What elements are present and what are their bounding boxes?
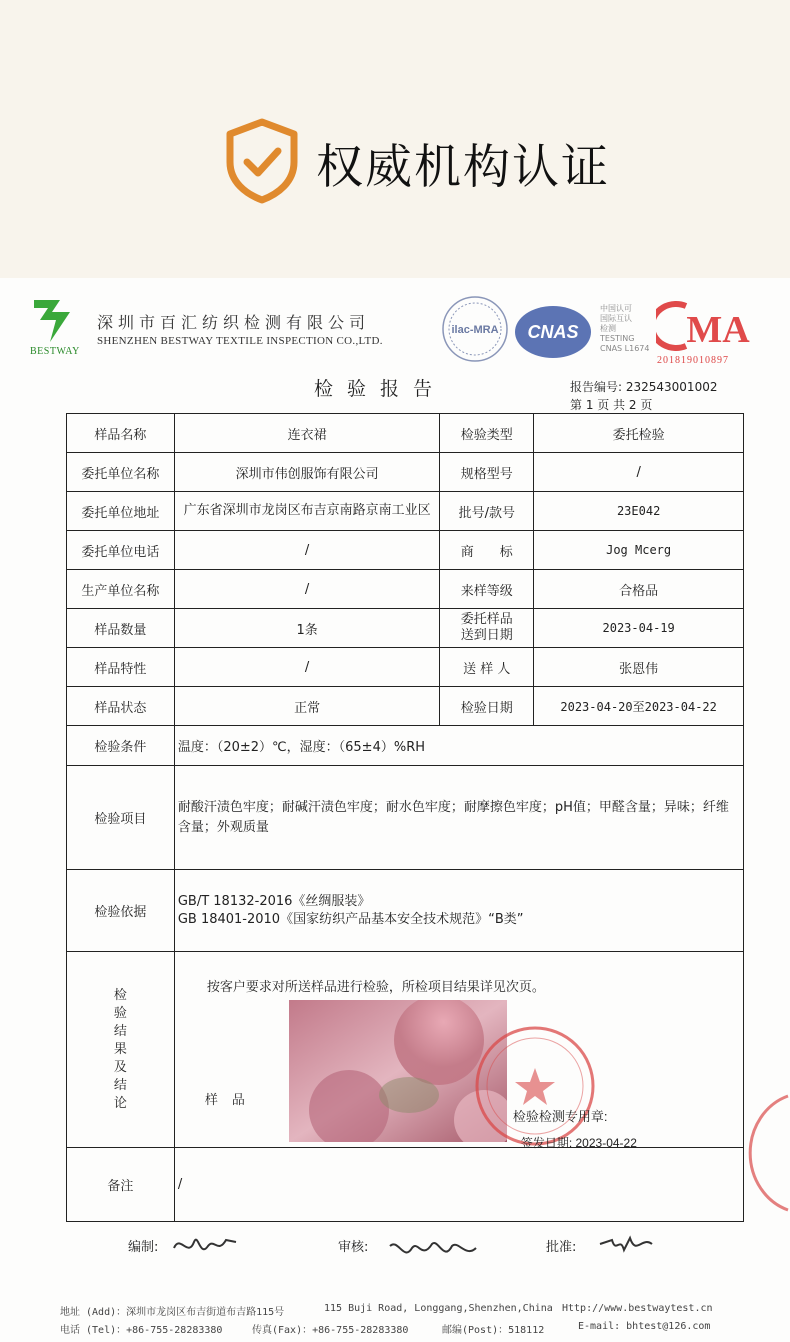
table-row [67, 766, 744, 870]
table-label: 样品名称 [67, 414, 175, 453]
table-label: 商 标 [440, 531, 534, 570]
header-banner [0, 0, 790, 278]
cma-label: MA [686, 309, 750, 351]
table-row [67, 952, 744, 1148]
table-row [67, 609, 744, 648]
table-label: 检验类型 [440, 414, 534, 453]
table-row [67, 531, 744, 570]
table-value: / [174, 531, 440, 570]
table-label: 检验日期 [440, 687, 534, 726]
conclusion-cell [174, 952, 743, 1148]
table-value: 广东省深圳市龙岗区布吉京南路京南工业区 [174, 492, 440, 531]
table-value: Jog Mcerg [534, 531, 744, 570]
table-value: 正常 [174, 687, 440, 726]
basis-line: GB/T 18132-2016《丝绸服装》 [177, 893, 371, 909]
company-name-cn: 深圳市百汇纺织检测有限公司 [97, 313, 371, 332]
conditions-value: 温度：（20±2）℃，湿度：（65±4）%RH [174, 726, 743, 766]
table-label: 委托单位电话 [67, 531, 175, 570]
table-row [67, 453, 744, 492]
side-seal-stamp [740, 1088, 790, 1218]
table-label: 委托单位名称 [67, 453, 175, 492]
table-row [67, 726, 744, 766]
table-value: / [174, 648, 440, 687]
table-value: / [174, 570, 440, 609]
basis-line: GB 18401-2010《国家纺织产品基本安全技术规范》“B类” [177, 911, 524, 927]
report-number: 报告编号: 232543001002 [570, 380, 718, 394]
cma-logo-icon [656, 300, 754, 352]
remarks-value: / [174, 1148, 743, 1222]
table-value: 合格品 [534, 570, 744, 609]
table-label: 检验项目 [67, 766, 175, 870]
report-page: 第 1 页 共 2 页 [570, 398, 653, 412]
table-row [67, 1148, 744, 1222]
prepared-label: 编制: [128, 1240, 159, 1255]
items-value: 耐酸汗渍色牢度；耐碱汗渍色牢度；耐水色牢度；耐摩擦色牢度；pH值；甲醛含量；异味；纤维含量；外观质量 [174, 766, 743, 870]
table-label: 送 样 人 [440, 648, 534, 687]
company-name-en: SHENZHEN BESTWAY TEXTILE INSPECTION CO.,LTD. [97, 335, 383, 347]
conclusion-label [67, 952, 175, 1148]
seal-label: 检验检测专用章: [512, 1109, 608, 1124]
table-value: 连衣裙 [174, 414, 440, 453]
footer-tel: 电话 (Tel)：+86-755-28283380 [60, 1325, 223, 1336]
table-row [67, 687, 744, 726]
cnas-note-line: CNAS L1674 [600, 344, 650, 353]
cnas-note-line: 国际互认 [600, 314, 632, 323]
table-label: 委托单位地址 [67, 492, 175, 531]
cnas-note-line: 检测 [600, 324, 616, 333]
cnas-note [600, 304, 649, 354]
sample-label: 样品 [204, 1093, 259, 1108]
table-value: / [534, 453, 744, 492]
cnas-logo-icon [513, 304, 593, 360]
table-row [67, 570, 744, 609]
basis-value [174, 870, 743, 952]
table-label: 样品数量 [67, 609, 175, 648]
reviewed-label: 审核: [338, 1240, 369, 1255]
table-value: 2023-04-20至2023-04-22 [534, 687, 744, 726]
reviewed-signature [386, 1232, 480, 1268]
table-value: 深圳市伟创服饰有限公司 [174, 453, 440, 492]
table-row [67, 870, 744, 952]
table-label: 检验条件 [67, 726, 175, 766]
prepared-signature [170, 1228, 240, 1264]
table-row [67, 492, 744, 531]
ilac-label: ilac-MRA [451, 324, 499, 336]
table-row [67, 414, 744, 453]
issue-date: 签发日期: 2023-04-22 [520, 1136, 637, 1150]
table-label: 生产单位名称 [67, 570, 175, 609]
table-label: 委托样品送到日期 [440, 609, 534, 648]
banner-title: 权威机构认证 [316, 140, 610, 195]
table-label: 备注 [67, 1148, 175, 1222]
report-title: 检验报告 [314, 378, 447, 400]
footer-address-cn: 地址 (Add)：深圳市龙岗区布吉街道布吉路115号 [60, 1307, 285, 1318]
cma-number: 201819010897 [657, 355, 729, 366]
ilac-mra-logo-icon [440, 294, 510, 364]
footer-email: E-mail: bhtest@126.com [578, 1321, 711, 1332]
conclusion-text: 按客户要求对所送样品进行检验，所检项目结果详见次页。 [206, 980, 545, 995]
approved-label: 批准: [546, 1240, 577, 1255]
bestway-logo-icon [30, 298, 80, 344]
inspection-table [66, 413, 744, 1222]
table-value: 张恩伟 [534, 648, 744, 687]
footer-web: Http://www.bestwaytest.cn [562, 1303, 713, 1314]
table-value: 2023-04-19 [534, 609, 744, 648]
table-label: 规格型号 [440, 453, 534, 492]
table-row [67, 648, 744, 687]
table-label: 样品状态 [67, 687, 175, 726]
approved-signature [596, 1230, 656, 1262]
shield-check-icon [222, 118, 302, 204]
table-label: 样品特性 [67, 648, 175, 687]
table-value: 23E042 [534, 492, 744, 531]
cnas-note-line: TESTING [600, 334, 635, 343]
table-label: 来样等级 [440, 570, 534, 609]
footer-fax: 传真(Fax)：+86-755-28283380 [252, 1325, 409, 1336]
cnas-note-line: 中国认可 [600, 304, 632, 313]
cnas-label: CNAS [527, 322, 579, 342]
conclusion-label-text: 检 验 结 果 及 结 论 [113, 987, 127, 1111]
table-value: 委托检验 [534, 414, 744, 453]
table-label: 检验依据 [67, 870, 175, 952]
table-label: 批号/款号 [440, 492, 534, 531]
footer-post: 邮编(Post)：518112 [442, 1325, 545, 1336]
table-value: 1条 [174, 609, 440, 648]
footer-address-en: 115 Buji Road, Longgang,Shenzhen,China [324, 1303, 553, 1314]
logo-text: BESTWAY [30, 346, 80, 357]
